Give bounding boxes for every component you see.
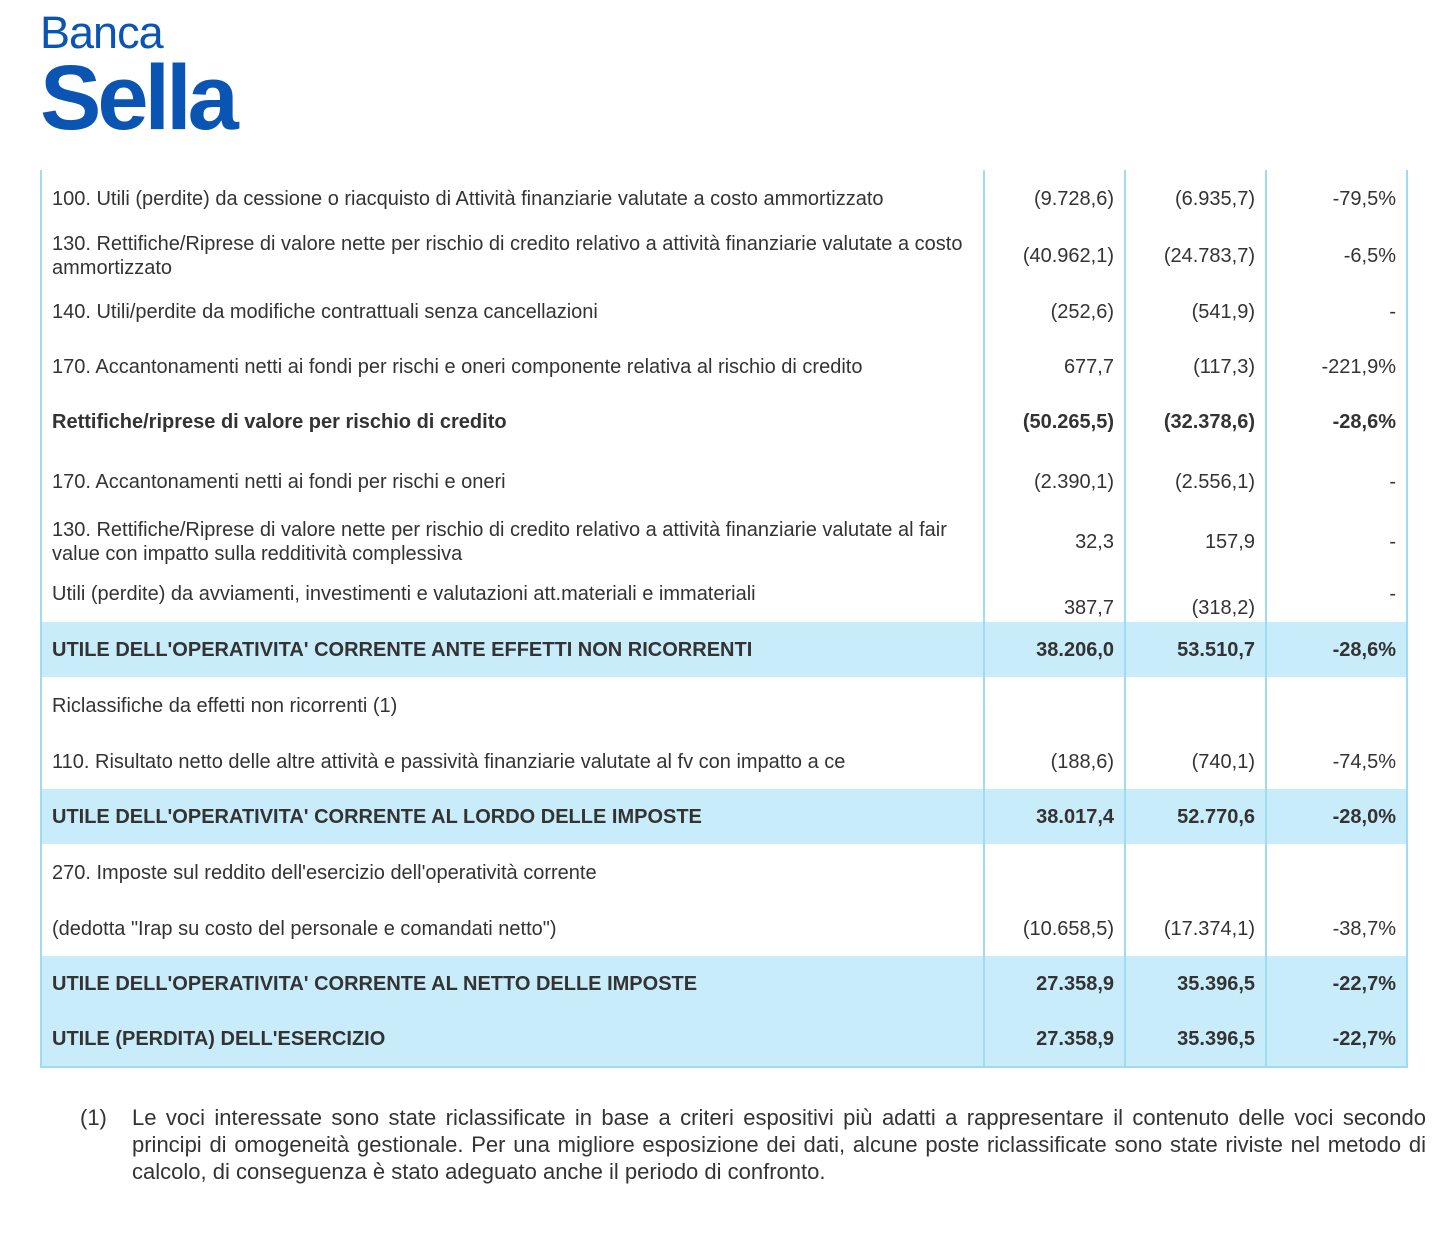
- table-row: [41, 394, 1407, 450]
- logo-line-banca: Banca: [40, 7, 163, 58]
- table-row: [41, 677, 1407, 734]
- value-current: (9.728,6): [984, 170, 1125, 228]
- value-change: [1266, 844, 1407, 901]
- value-previous: (318,2): [1125, 570, 1266, 622]
- value-current: (10.658,5): [984, 901, 1125, 956]
- value-change: -: [1389, 583, 1396, 605]
- value-current: (50.265,5): [984, 394, 1125, 450]
- value-change: -28,6%: [1332, 411, 1396, 433]
- banca-sella-logo: [40, 7, 235, 149]
- value-current: 38.017,4: [984, 789, 1125, 844]
- row-label: 170. Accantonamenti netti ai fondi per rischi e oneri: [41, 450, 984, 514]
- value-change: -221,9%: [1321, 355, 1396, 378]
- value-change: -: [1389, 300, 1396, 323]
- table-row: [41, 956, 1407, 1011]
- value-previous: (740,1): [1125, 734, 1266, 789]
- row-label: 110. Risultato netto delle altre attività e passività finanziarie valutate al fv con impatto a ce: [41, 734, 984, 789]
- value-current: 677,7: [984, 339, 1125, 394]
- value-previous: [1125, 844, 1266, 901]
- value-current: [984, 677, 1125, 734]
- row-label: 130. Rettifiche/Riprese di valore nette per rischio di credito relativo a attività finanziarie valutate a costo ammortizzato: [41, 228, 984, 284]
- table-row: [41, 170, 1407, 228]
- row-label: 270. Imposte sul reddito dell'esercizio dell'operatività corrente: [41, 844, 984, 901]
- table-row: [41, 622, 1407, 677]
- row-label: Rettifiche/riprese di valore per rischio di credito: [41, 394, 984, 450]
- value-current: (2.390,1): [984, 450, 1125, 514]
- value-previous: 53.510,7: [1125, 622, 1266, 677]
- value-previous: [1125, 677, 1266, 734]
- value-previous: 157,9: [1125, 514, 1266, 570]
- value-previous: (32.378,6): [1125, 394, 1266, 450]
- value-current: 38.206,0: [984, 622, 1125, 677]
- value-previous: (17.374,1): [1125, 901, 1266, 956]
- value-change: -: [1389, 531, 1396, 553]
- value-change: -28,6%: [1266, 622, 1407, 677]
- row-label: UTILE (PERDITA) DELL'ESERCIZIO: [41, 1011, 984, 1067]
- value-previous: 52.770,6: [1125, 789, 1266, 844]
- value-current: (40.962,1): [984, 228, 1125, 284]
- row-label: 130. Rettifiche/Riprese di valore nette per rischio di credito relativo a attività finanziarie valutate al fair value con impatto sulla redditività complessiva: [41, 514, 984, 570]
- value-current: 387,7: [984, 570, 1125, 622]
- footnote-marker: (1): [80, 1105, 107, 1130]
- value-previous: (24.783,7): [1125, 228, 1266, 284]
- footnote: [80, 1104, 1426, 1185]
- table-row: [41, 228, 1407, 284]
- table-row: [41, 450, 1407, 514]
- income-statement-table: [40, 170, 1408, 1068]
- table-row: [41, 1011, 1407, 1067]
- table-row: [41, 789, 1407, 844]
- value-current: 32,3: [984, 514, 1125, 570]
- value-change: -22,7%: [1266, 956, 1407, 1011]
- value-change: -74,5%: [1332, 750, 1396, 773]
- logo-line-sella: Sella: [40, 47, 235, 149]
- value-previous: (541,9): [1125, 284, 1266, 339]
- value-change: -79,5%: [1332, 188, 1396, 210]
- value-previous: (2.556,1): [1125, 450, 1266, 514]
- value-current: 27.358,9: [984, 1011, 1125, 1067]
- row-label: UTILE DELL'OPERATIVITA' CORRENTE ANTE EFFETTI NON RICORRENTI: [41, 622, 984, 677]
- footnote-text: Le voci interessate sono state riclassificate in base a criteri espositivi più adatti a rappresentare il contenuto delle voci secondo principi di omogeneità gestionale. Per una migliore esposizione dei dati, alcune poste riclassificate sono state riviste nel metodo di calcolo, di conseguenza è stato adeguato anche il periodo di confronto.: [132, 1105, 1426, 1184]
- value-current: (188,6): [984, 734, 1125, 789]
- value-previous: (117,3): [1125, 339, 1266, 394]
- value-change: -22,7%: [1266, 1011, 1407, 1067]
- value-previous: 35.396,5: [1125, 956, 1266, 1011]
- table-row: [41, 901, 1407, 956]
- table-row: [41, 339, 1407, 394]
- row-label: Riclassifiche da effetti non ricorrenti (1): [41, 677, 984, 734]
- table-row: [41, 844, 1407, 901]
- row-label: Utili (perdite) da avviamenti, investimenti e valutazioni att.materiali e immateriali: [41, 570, 984, 622]
- row-label: 100. Utili (perdite) da cessione o riacquisto di Attività finanziarie valutate a costo ammortizzato: [41, 170, 984, 228]
- value-previous: 35.396,5: [1125, 1011, 1266, 1067]
- value-change: -38,7%: [1332, 917, 1396, 940]
- row-label: (dedotta "Irap su costo del personale e comandati netto"): [41, 901, 984, 956]
- table-row: [41, 284, 1407, 339]
- value-current: (252,6): [984, 284, 1125, 339]
- value-change: [1266, 677, 1407, 734]
- row-label: 140. Utili/perdite da modifiche contrattuali senza cancellazioni: [41, 284, 984, 339]
- table-row: [41, 734, 1407, 789]
- value-change: -: [1389, 471, 1396, 493]
- table-row: [41, 514, 1407, 570]
- row-label: 170. Accantonamenti netti ai fondi per rischi e oneri componente relativa al rischio di credito: [41, 339, 984, 394]
- value-current: [984, 844, 1125, 901]
- value-previous: (6.935,7): [1125, 170, 1266, 228]
- value-current: 27.358,9: [984, 956, 1125, 1011]
- row-label: UTILE DELL'OPERATIVITA' CORRENTE AL NETTO DELLE IMPOSTE: [41, 956, 984, 1011]
- row-label: UTILE DELL'OPERATIVITA' CORRENTE AL LORDO DELLE IMPOSTE: [41, 789, 984, 844]
- table-row: [41, 570, 1407, 622]
- value-change: -6,5%: [1343, 245, 1396, 267]
- value-change: -28,0%: [1266, 789, 1407, 844]
